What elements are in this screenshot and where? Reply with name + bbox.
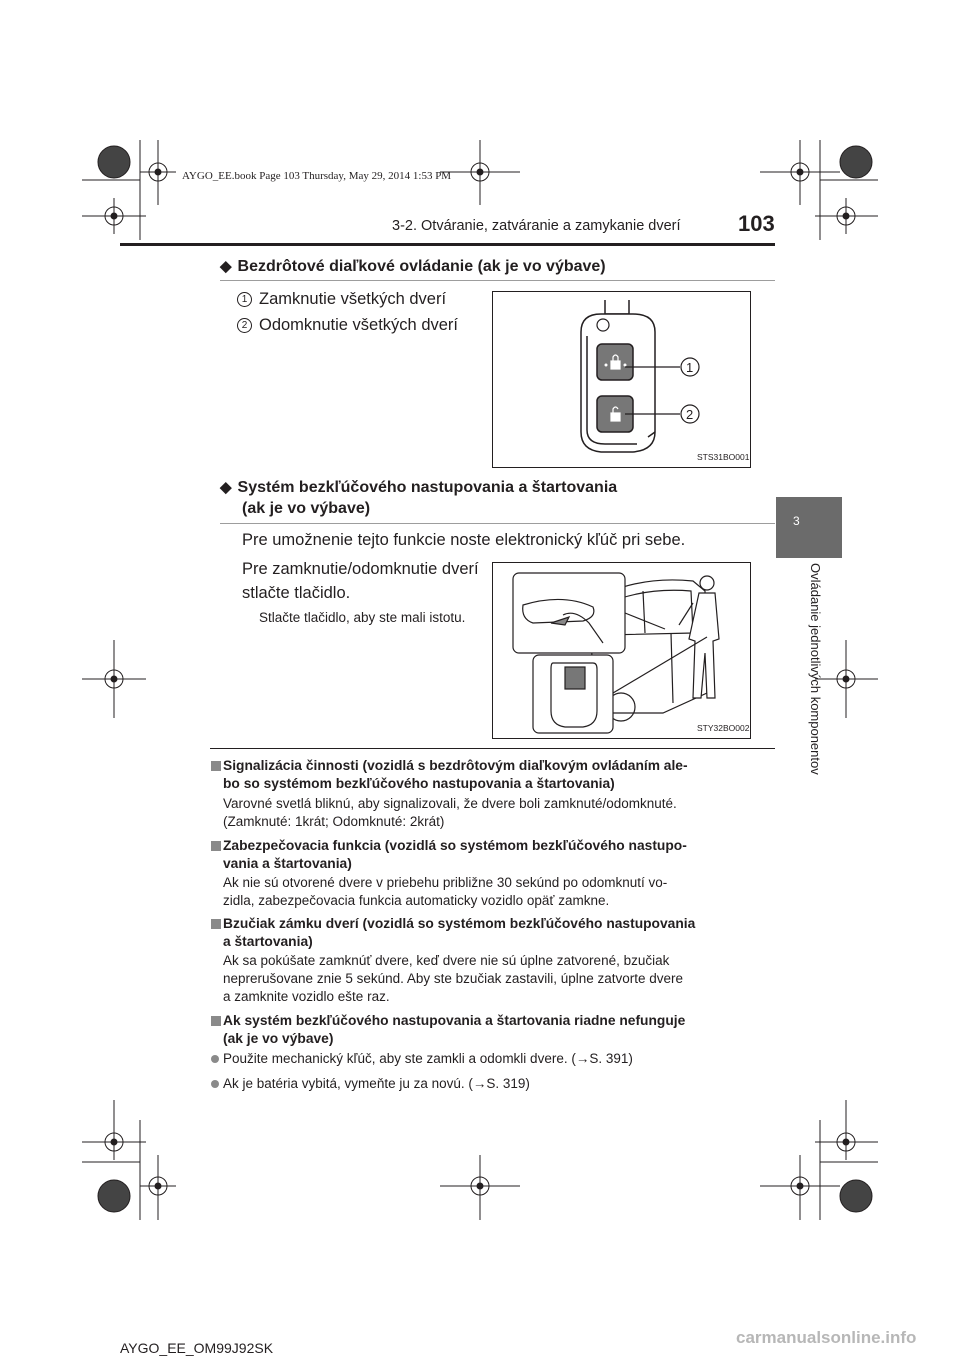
keyless-entry-illustration [493,563,750,738]
note-bullet: Ak je batéria vybitá, vymeňte ju za novú. (→S. 319) [223,1076,530,1091]
divider [220,523,775,524]
page-number: 103 [738,211,775,236]
section-heading-line: (ak je vo výbave) [242,500,371,517]
chapter-number: 3 [793,514,800,528]
diamond-icon: ◆ [220,479,232,496]
divider [220,280,775,281]
square-bullet-icon [211,841,221,851]
instruction-note: Stlačte tlačidlo, aby ste mali istotu. [259,610,466,625]
list-item: 2 Odomknutie všetkých dverí [237,316,458,335]
header-rule [120,243,775,246]
note-body: Varovné svetlá bliknú, aby signalizovali, že dvere boli zamknuté/odomknuté. (Zamknuté: 1krát; Odomknuté: 2krát) [223,796,677,829]
diamond-icon: ◆ [220,258,232,275]
number-badge: 1 [237,292,252,307]
book-stamp: AYGO_EE.book Page 103 Thursday, May 29, 2014 1:53 PM [182,170,452,182]
intro-text: Pre umožnenie tejto funkcie noste elektronický kľúč pri sebe. [242,531,686,549]
keyless-entry-figure [492,562,751,739]
note-body: Ak nie sú otvorené dvere v priebehu približne 30 sekúnd po odomknutí vo- zidla, zabezpečovacia funkcia automaticky vozidlo opäť zamkne. [223,875,668,908]
figure-code: STS31BO001 [697,452,750,462]
chapter-title: Ovládanie jednotlivých komponentov [808,563,823,775]
section-heading: ◆ Systém bezkľúčového nastupovania a štartovania [220,479,618,496]
instruction-text: Pre zamknutie/odomknutie dverí [242,560,479,578]
list-item: 1 Zamknutie všetkých dverí [237,290,446,309]
bullet-dot-icon [211,1080,219,1088]
note-title: Signalizácia činnosti (vozidlá s bezdrôtovým diaľkovým ovládaním ale- bo so systémom bezkľúčového nastupovania a štartovania) [223,758,688,791]
watermark: carmanualsonline.info [736,1328,917,1347]
figure-code: STY32BO002 [697,723,750,733]
note-bullet: Použite mechanický kľúč, aby ste zamkli a odomkli dvere. (→S. 391) [223,1051,633,1066]
section-heading: ◆ Bezdrôtové diaľkové ovládanie (ak je vo výbave) [220,258,606,275]
instruction-text: stlačte tlačidlo. [242,584,351,602]
section-title: 3-2. Otváranie, zatváranie a zamykanie dverí [392,218,681,234]
chapter-tab [776,497,842,558]
note-title: Bzučiak zámku dverí (vozidlá so systémom bezkľúčového nastupovania a štartovania) [223,916,696,949]
number-badge: 2 [237,318,252,333]
callout-2: 2 [686,407,694,422]
key-fob-illustration [493,292,750,467]
note-body: Ak sa pokúšate zamknúť dvere, keď dvere nie sú úplne zatvorené, bzučiak neprerušovane znie 5 sekúnd. Aby ste bzučiak zastavili, úplne zatvorte dvere a zamknite vozidlo ešte raz. [223,953,684,1004]
key-fob-figure [492,291,751,468]
divider [210,748,775,749]
callout-1: 1 [686,360,694,375]
footer-code: AYGO_EE_OM99J92SK [120,1340,274,1356]
square-bullet-icon [211,761,221,771]
note-title: Ak systém bezkľúčového nastupovania a štartovania riadne nefunguje (ak je vo výbave) [223,1013,686,1046]
bullet-dot-icon [211,1055,219,1063]
note-title: Zabezpečovacia funkcia (vozidlá so systémom bezkľúčového nastupo- vania a štartovania) [223,838,687,871]
square-bullet-icon [211,919,221,929]
square-bullet-icon [211,1016,221,1026]
